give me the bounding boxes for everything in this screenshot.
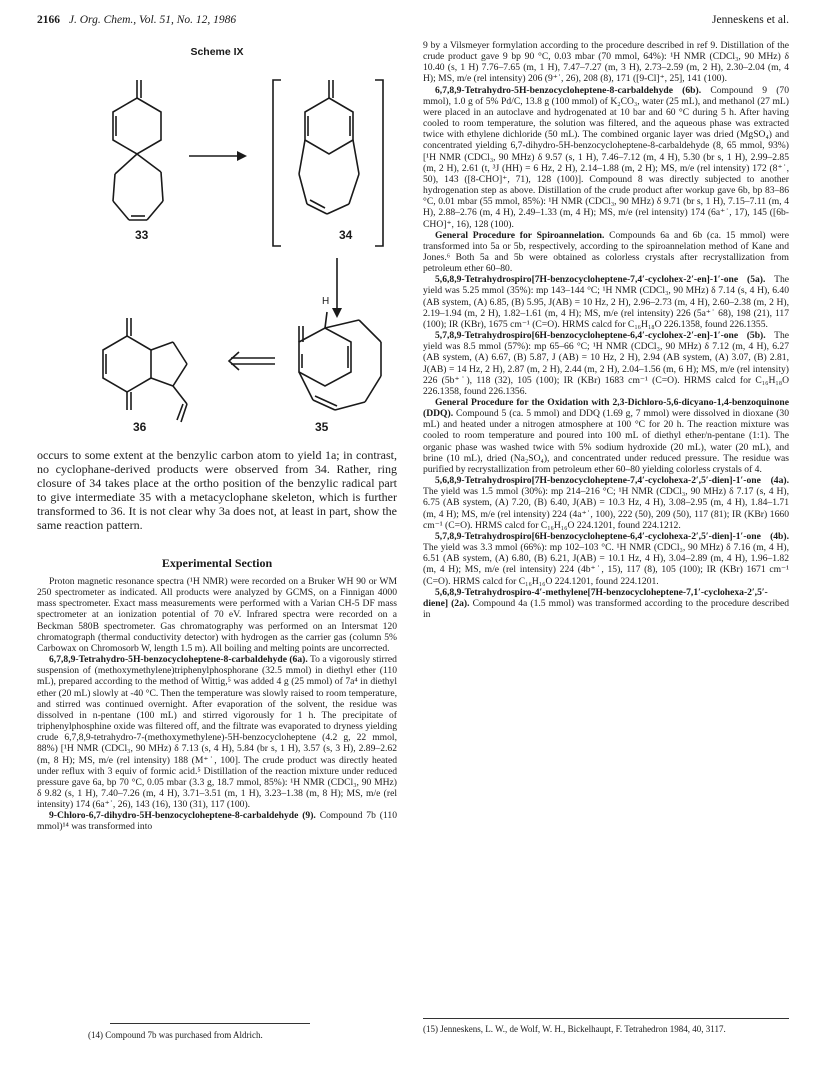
procedure-heading-spiroannelation: General Procedure for Spiroannelation. (435, 229, 605, 241)
structure-35 (299, 312, 381, 410)
procedure-5a: The yield was 5.25 mmol (35%): mp 143–144 °C; ¹H NMR (CDCl₃, 90 MHz) δ 7.14 (s, 4 H), 6.40 (AB system, (A) 6.85, (B) 5.95, J(AB) = 10 Hz, 2 H), 2.96–2.73 (m, 4 H), 2.60–2.38 (m, 2 H), 2.19–1.94 (m, 2 H), 1.82–1.61 (m, 4 H); MS, m/e (rel intensity) 226 (5a⁺˙ 68), 198 (21), 117 (100); IR (KBr), 1675 cm⁻¹ (C=O). HRMS calcd for C₁₆H₁₈O 226.1358, found 226.1355. (423, 274, 789, 330)
instrumentation-paragraph: Proton magnetic resonance spectra (¹H NMR) were recorded on a Bruker WH 90 or WM 250 spectrometer as indicated. All products were analyzed by GCMS, on a Finnigan 4000 mass spectrometer. Exact mass measurements were performed with a Varian CH-5 DF mass spectrometer at an ionization potential of 70 eV. Infrared spectra were recorded on a Beckman 580B spectrometer. Gas chromatography was performed on an Intersmat 120 chromatograph (thermal conductivity detector) with hydrogen as the carrier gas (column 5% Carbowax on Chromosorb W, length 1.5 m). All boiling and melting points are uncorrected. (37, 576, 397, 654)
compound-label-36: 36 (133, 420, 147, 434)
compound-label-35: 35 (315, 420, 329, 434)
left-column-experimental (37, 576, 397, 833)
running-authors: Jenneskens et al. (712, 14, 789, 26)
structure-34 (299, 80, 359, 214)
procedure-spiroannelation: Compounds 6a and 6b (ca. 15 mmol) were transformed into 5a or 5b, respectively, according to the spiroannelation method of Kane and Jones.⁶ Both 5a and 5b were obtained as colorless crystals after recrystallization from petroleum ether 60–80. (423, 229, 789, 275)
footnote-14: (14) Compound 7b was purchased from Aldrich. (88, 1030, 263, 1040)
compound-heading-5a: 5,6,8,9-Tetrahydrospiro[7H-benzocycloheptene-7,4′-cyclohex-2′-en]-1′-one (5a). (435, 274, 766, 286)
footnote-divider-right (423, 1018, 789, 1019)
left-column-intro (37, 448, 397, 532)
compound-heading-4a: 5,6,8,9-Tetrahydrospiro[7H-benzocycloheptene-7,4′-cyclohexa-2′,5′-dien]-1′-one (4a). (435, 475, 789, 487)
procedure-9: Compound 7b (110 mmol)¹⁴ was transformed into (37, 810, 397, 833)
scheme-title: Scheme IX (190, 46, 244, 58)
journal-citation: J. Org. Chem., Vol. 51, No. 12, 1986 (68, 14, 237, 26)
procedure-4b: The yield was 3.3 mmol (66%): mp 102–103 °C. ¹H NMR (CDCl₃, 90 MHz) δ 7.16 (m, 4 H), 6.51 (AB system, (A) 6.80, (B) 6.21, J(AB) = 10.1 Hz, 4 H), 3.04–2.89 (m, 4 H), 1.96–1.82 (m, 4 H); MS, m/e (rel intensity) 224 (4b⁺˙, 15), 117 (8), 105 (100); IR (KBr) 1671 cm⁻¹ (C=O). HRMS calcd for C₁₆H₁₆O 224.1201, found 224.1201. (423, 542, 789, 587)
procedure-4a: The yield was 1.5 mmol (30%): mp 214–216 °C; ¹H NMR (CDCl₃, 90 MHz) δ 7.17 (s, 4 H), 6.75 (AB system, (A) 7.20, (B) 6.40, J(AB) = 10.3 Hz, 4 H), 3.08–2.95 (m, 4 H), 1.84–1.71 (m, 4 H); MS, m/e (rel intensity) 224 (4a⁺˙, 100), 222 (50), 209 (50), 117 (81); IR (KBr) 1660 cm⁻¹ (C=O). HRMS calcd for C₁₆H₁₆O 224.1201, found 224.1212. (423, 486, 789, 531)
procedure-6a: To a vigorously stirred suspension of (methoxymethylene)triphenylphosphorane (32.5 mmol) in diethyl ether (110 mL), prepared according to the method of Wittig,⁵ was added 4 g (25 mmol) of 7a⁴ in diethyl ether (20 mL) slowly at -40 °C. Then the temperature was slowly raised to room temperature, and stirred was continued overnight. After evaporation of the solvent, the residue was dissolved in n-pentane (100 mL) and stirred vigorously for 1 h. The precipitate of triphenylphosphine oxide was filtered off, and the filtrate was evaporated to dryness yielding crude 6,7,8,9-tetrahydro-7-(methoxymethylene)-5H-benzocycloheptene (4.2 g, 22 mmol, 88%) [¹H NMR (CDCl₃, 90 MHz) δ 7.13 (s, 4 H), 5.84 (br s, 1 H), 3.57 (s, 3 H), 2.89–2.62 (m, 8 H); MS, m/e (rel intensity) 188 (M⁺˙, 100]. The crude product was directly heated under reflux with 3 equiv of formic acid.⁵ Distillation of the reaction mixture under reduced pressure gave 6a, bp 70 °C, 0.05 mbar (3.3 g, 18.7 mmol, 85%): ¹H NMR (CDCl₃, 90 MHz) δ 9.82 (s, 1 H), 7.40–7.26 (m, 4 H), 3.71–3.51 (m, 1 H), 3.23–1.38 (m, 8 H); MS, m/e (rel intensity) 174 (6a⁺˙, 26), 143 (16), 130 (31), 117 (100). (37, 654, 397, 811)
scheme-figure (37, 46, 397, 436)
hydrogen-atom-label: H (322, 296, 330, 307)
procedure-6b: Compound 9 (70 mmol), 1.0 g of 5% Pd/C, 13.8 g (100 mmol) of K₂CO₃, water (25 mL), and methanol (27 mL) were placed in an autoclave and hydrogenated at 10 bar and 60 °C during 5 h. After having cooled to room temperature, the solution was filtered, and the aqueous phase was extracted twice with ethylene dichloride (50 mL). The combined organic layer was dried (MgSO₄) and concentrated yielding 6,7-dihydro-5H-benzocycloheptene-8-carbaldehyde (8, 65 mmol, 93%) [¹H NMR (CDCl₃, 90 MHz) δ 9.57 (s, 1 H), 7.46–7.12 (m, 4 H), 5.30 (br s, 1 H), 2.99–2.85 (m, 2 H), 2.61 (t, ³J (HH) = 6 Hz, 2 H), 2.14–1.88 (m, 2 H); MS, m/e (rel intensity) 172 (8⁺˙, 50), 143 ([8-CHO]⁺, 71), 128 (100)]. Compound 8 was directly subjected to another hydrogenation step as above. Distillation of the crude product after workup gave 6b, bp 83–86 °C, 0.01 mbar (55 mmol, 85%): ¹H NMR (CDCl₃, 90 MHz) δ 9.71 (br s, 1 H), 7.15–7.11 (m, 4 H), 2.88–2.76 (m, 4 H), 2.49–1.33 (m, 4 H); MS, m/e (rel intensity) 174 (6a⁺˙, 17), 145 ([6b-CHO]⁺, 16), 128 (100). (423, 84, 789, 230)
footnote-15: (15) Jenneskens, L. W., de Wolf, W. H., Bickelhaupt, F. Tetrahedron 1984, 40, 3117. (423, 1024, 726, 1034)
page-number: 2166 (37, 14, 60, 26)
compound-label-33: 33 (135, 228, 149, 242)
compound-label-34: 34 (339, 228, 353, 242)
section-heading: Experimental Section (161, 556, 273, 570)
procedure-9-continued: 9 by a Vilsmeyer formylation according to the procedure described in ref 9. Distillation of the crude product gave 9 bp 90 °C, 0.03 mbar (70 mmol, 64%): ¹H NMR (CDCl₃, 90 MHz) δ 10.40 (s, 1 H) 7.76–7.65 (m, 1 H), 7.47–7.27 (m, 3 H), 2.73–2.59 (m, 2 H), 2.30–2.04 (m, 4 H); MS, m/e (rel intensity) 206 (9⁺˙, 26), 208 (8), 171 ([9-Cl]⁺, 25], 141 (100). (423, 40, 789, 85)
right-column (423, 40, 789, 620)
procedure-5b: The yield was 8.5 mmol (57%): mp 65–66 °C; ¹H NMR (CDCl₃, 90 MHz) δ 7.12 (m, 4 H), 6.27 (AB system, (A) 6.67, (B) 5.87, J (AB) = 10 Hz, 2 H), 2.94 (AB system, (A) 3.07, (B) 2.81, J(AB) = 14 Hz, 2 H), 2.87 (m, 2 H), 2.44 (m, 2 H), 2.04–1.56 (m, 6 H); MS, m/e (rel intensity) 226 (5b⁺˙), 118 (32), 105 (100); IR (KBr) 1683 cm⁻¹ (C=O). HRMS calcd for C₁₆H₁₈O 226.1358, found 226.1356. (423, 330, 789, 397)
compound-heading-6b: 6,7,8,9-Tetrahydro-5H-benzocycloheptene-8-carbaldehyde (6b). (435, 84, 702, 96)
compound-heading-4b: 5,7,8,9-Tetrahydrospiro[6H-benzocycloheptene-6,4′-cyclohexa-2′,5′-dien]-1′-one (4b). (435, 530, 789, 542)
compound-heading-5b: 5,7,8,9-Tetrahydrospiro[6H-benzocycloheptene-6,4′-cyclohex-2′-en]-1′-one (5b). (435, 330, 766, 342)
procedure-heading-ddq: General Procedure for the Oxidation with 2,3-Dichloro-5,6-dicyano-1,4-benzoquinone (DDQ). (423, 397, 789, 420)
discussion-paragraph: occurs to some extent at the benzylic carbon atom to yield 1a; in contrast, no cyclophane-derived products were observed from 34. Rather, ring closure of 34 takes place at the ortho position of the benzylic radical part to give intermediate 35 with a metacyclophane skeleton, which is further transformed to 36. It is not clear why 3a does not, at least in part, show the same reaction pattern. (37, 448, 397, 532)
page-header (37, 14, 789, 32)
procedure-ddq: Compound 5 (ca. 5 mmol) and DDQ (1.69 g, 7 mmol) were dissolved in dioxane (30 mL) and heated under a nitrogen atmosphere at 100 °C for 20 h. The reaction mixture was cooled to room temperature and poured into 100 mL of diethyl ether/n-pentane (1:1). The organic phase was washed twice with 5% sodium hydroxide (20 mL), water (20 mL), and brine (10 mL), dried (Na₂SO₄), and concentrated under reduced pressure. The residue was purified by recrystallization from petroleum ether 60–80 yielding colorless crystals of 4. (423, 408, 789, 475)
compound-heading-6a: 6,7,8,9-Tetrahydro-5H-benzocycloheptene-8-carbaldehyde (6a). (49, 654, 308, 666)
procedure-2a: Compound 4a (1.5 mmol) was transformed according to the procedure described in (423, 597, 790, 620)
footnote-divider-left (110, 1023, 310, 1024)
structure-33 (113, 80, 163, 220)
compound-heading-2a: 5,6,8,9-Tetrahydrospiro-4′-methylene[7H-benzocycloheptene-7,1′-cyclohexa-2′,5′-diene] (2a). (423, 586, 768, 609)
compound-heading-9: 9-Chloro-6,7-dihydro-5H-benzocycloheptene-8-carbaldehyde (9). (49, 810, 316, 822)
structure-36 (103, 318, 187, 422)
